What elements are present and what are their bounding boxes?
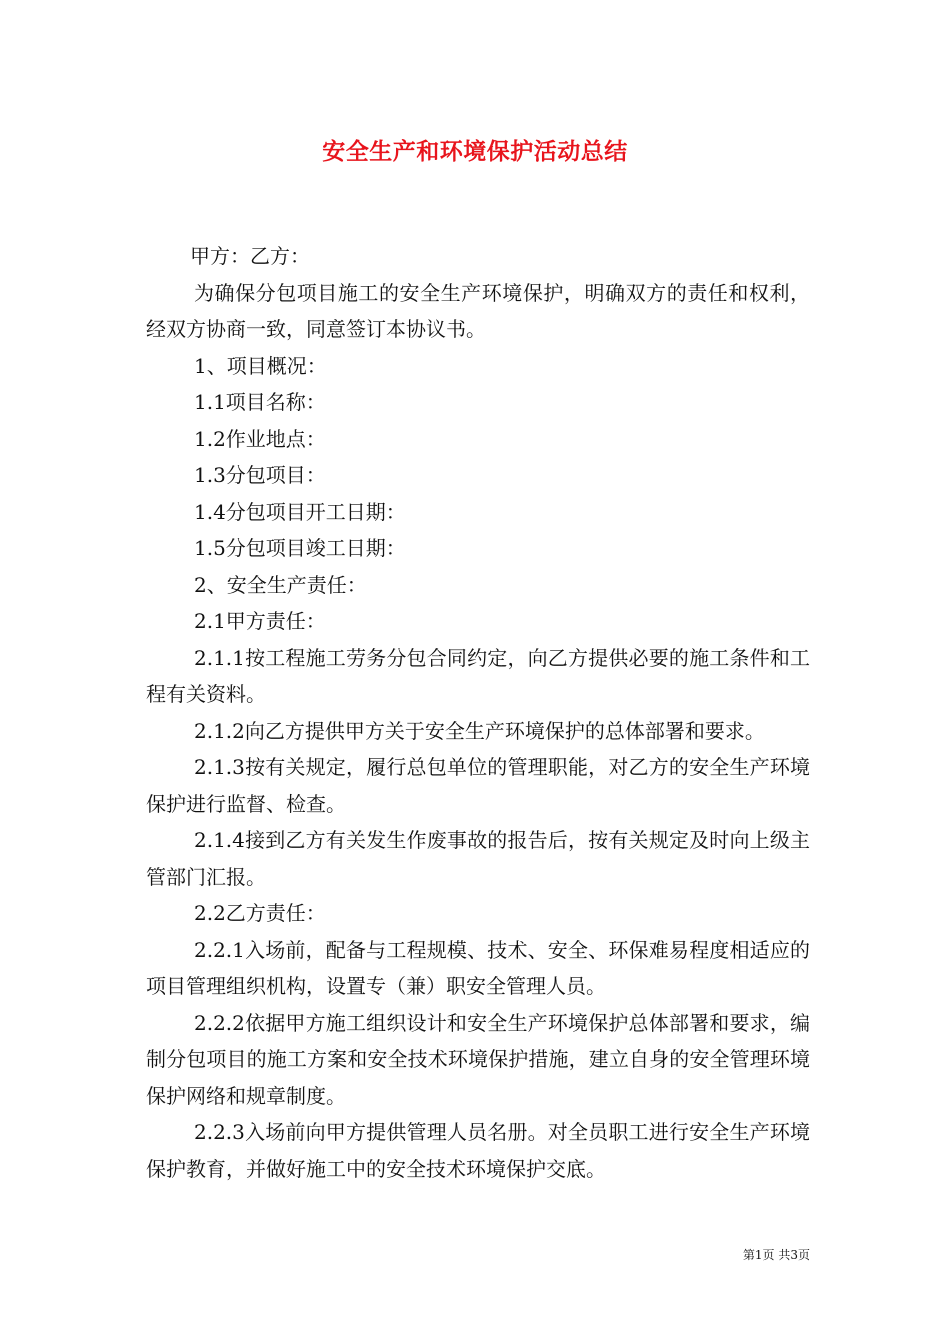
paragraph: 2.2.2依据甲方施工组织设计和安全生产环境保护总体部署和要求，编制分包项目的施工方案和安全技术环境保护措施，建立自身的安全管理环境保护网络和规章制度。: [146, 1010, 810, 1108]
paragraph: 1.4分包项目开工日期：: [194, 499, 406, 524]
paragraph: 1.5分包项目竣工日期：: [194, 536, 406, 560]
paragraph: 2.2.3入场前向甲方提供管理人员名册。对全员职工进行安全生产环境保护教育，并做好施工中的安全技术环境保护交底。: [146, 1120, 810, 1181]
paragraph: 1.1项目名称：: [194, 390, 326, 414]
subsection-heading: 2.2乙方责任：: [194, 901, 326, 925]
paragraph: 1.2作业地点：: [194, 426, 326, 451]
section-heading: 1、项目概况：: [194, 353, 327, 378]
section-heading: 2、安全生产责任：: [194, 572, 367, 597]
page-number: 第1页 共3页: [742, 1248, 810, 1262]
paragraph: 2.1.4接到乙方有关发生作废事故的报告后，按有关规定及时向上级主管部门汇报。: [146, 828, 810, 889]
paragraph: 2.2.1入场前，配备与工程规模、技术、安全、环保难易程度相适应的项目管理组织机构，设置专（兼）职安全管理人员。: [146, 937, 810, 998]
subsection-heading: 2.1甲方责任：: [194, 609, 326, 633]
paragraph: 2.1.1按工程施工劳务分包合同约定，向乙方提供必要的施工条件和工程有关资料。: [146, 645, 810, 706]
document-title: 安全生产和环境保护活动总结: [322, 138, 628, 165]
paragraph: 2.1.3按有关规定，履行总包单位的管理职能，对乙方的安全生产环境保护进行监督、检查。: [146, 755, 810, 816]
paragraph-parties: 甲方：乙方：: [190, 244, 310, 268]
paragraph: 1.3分包项目：: [194, 463, 326, 487]
paragraph-intro: 为确保分包项目施工的安全生产环境保护，明确双方的责任和权利，经双方协商一致，同意签订本协议书。: [146, 280, 810, 341]
document-body: [146, 238, 810, 1187]
paragraph: 2.1.2向乙方提供甲方关于安全生产环境保护的总体部署和要求。: [194, 718, 765, 743]
